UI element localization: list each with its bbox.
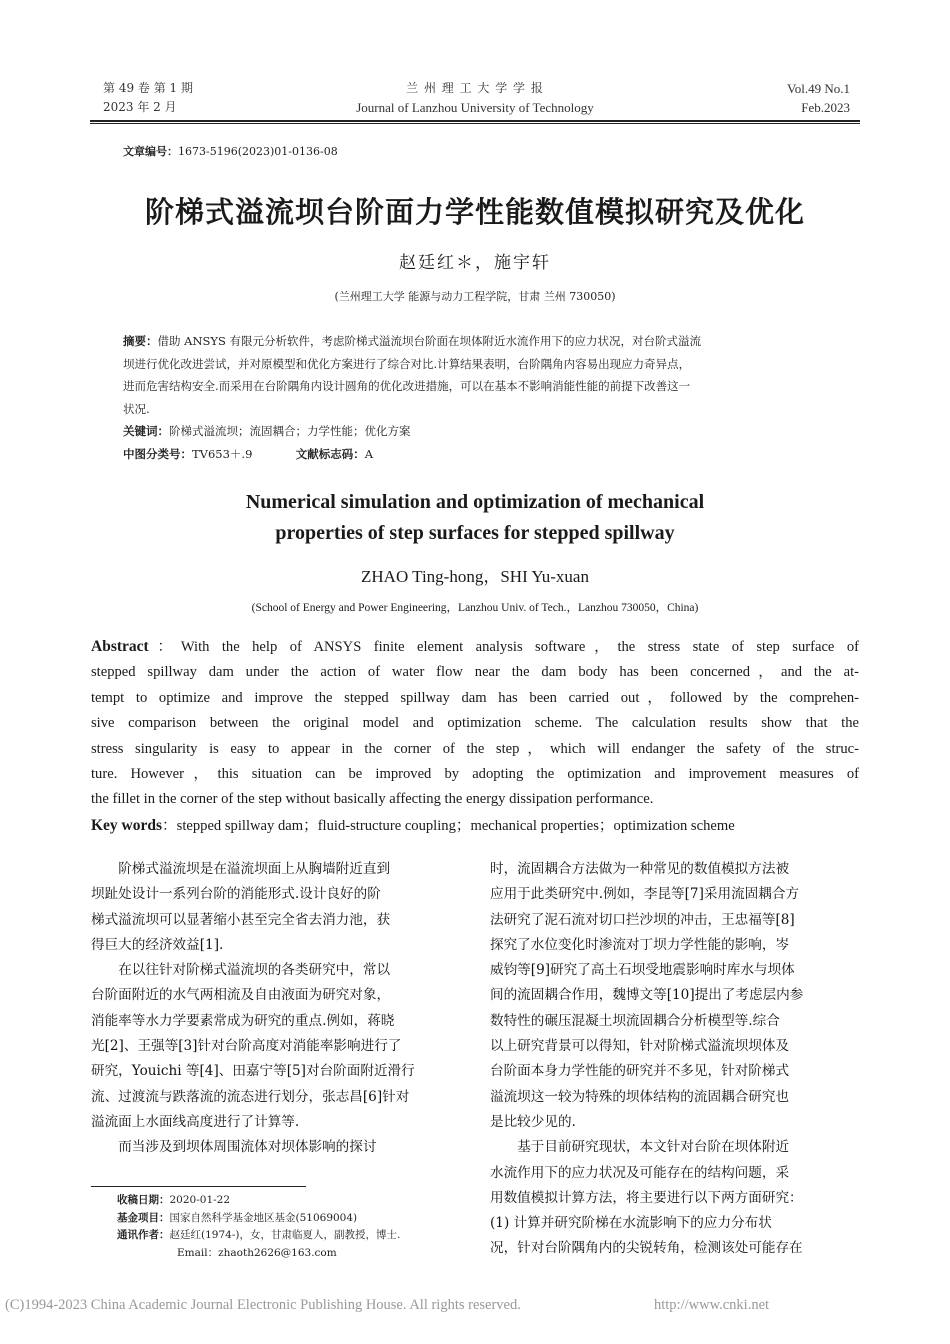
- abstract-en: Abstract：With the help of ANSYS finite element analysis software，the stress state of step surface of stepped spillway dam under the action of water flow near the dam body has been concerned，and the at- tempt to optimize and improve the stepped spillway dam has been carried out，followed by the comprehen- sive comparison between the original model and optimization scheme. The calculation results show that the stress singularity is easy to appear in the corner of the step，which will endanger the safety of the struc- ture. However，this situation can be improved by adopting the optimization and improvement measures of the fillet in the corner of the step without basically affecting the energy dissipation performance. Key words：stepped spillway dam；fluid-structure coupling；mechanical properties；optimization scheme: [91, 638, 859, 834]
- paragraph-line: 阶梯式溢流坝是在溢流坝面上从胸墙附近直到: [118, 861, 391, 877]
- classification: 中图分类号：TV653＋.9 文献标志码：A: [123, 446, 374, 461]
- authors-cn: 赵廷红＊，施宇轩: [399, 253, 551, 273]
- affiliation-en: (School of Energy and Power Engineering，Lanzhou Univ. of Tech.，Lanzhou 730050，China): [251, 602, 699, 614]
- abstract-en-label: Abstract: [91, 638, 149, 655]
- body-right-column: 时，流固耦合方法做为一种常见的数值模拟方法被 应用于此类研究中.例如，李昆等[7]采用流固耦合方 法研究了泥石流对切口拦沙坝的冲击，王忠福等[8] 探究了水位变化时渗流对丁坝力学性能的影响，岑 威钧等[9]研究了高土石坝受地震影响时库水与坝体 间的流固耦合作用，魏博文等[10]提出了考虑层内参 数特性的碾压混凝土坝流固耦合分析模型等.综合 以上研究背景可以得知，针对阶梯式溢流坝坝体及 台阶面本身力学性能的研究并不多见，针对阶梯式 溢流坝这一较为特殊的坝体结构的流固耦合研究也 是比较少见的. 基于目前研究现状，本文针对台阶在坝体附近 水流作用下的应力状况及可能存在的结构问题，采 用数值模拟计算方法，将主要进行以下两方面研究： (1) 计算并研究阶梯在水流影响下的应力分布状 况，针对台阶隅角内的尖锐转角，检测该处可能存在: [490, 861, 804, 1257]
- paper-title-en: Numerical simulation and optimization of mechanical properties of step surfaces for stepped spillway: [245, 491, 705, 544]
- header-journal: 兰 州 理 工 大 学 学 报 Journal of Lanzhou University of Technology: [356, 81, 594, 115]
- abstract-cn-label: 摘要：: [123, 334, 158, 348]
- author-email: Email：zhaoth2626@163.com: [177, 1246, 337, 1259]
- keywords-en: ：stepped spillway dam；fluid-structure coupling；mechanical properties；optimization scheme: [162, 817, 735, 834]
- copyright-footer: (C)1994-2023 China Academic Journal Electronic Publishing House. All rights reserved.: [5, 1297, 521, 1313]
- abstract-cn: 摘要：借助 ANSYS 有限元分析软件，考虑阶梯式溢流坝台阶面在坝体附近水流作用下的应力状况，对台阶式溢流 坝进行优化改进尝试，并对原模型和优化方案进行了综合对比.计算结果表明，台阶隅角内容易出现应力奇异点， 进而危害结构安全.而采用在台阶隅角内设计圆角的优化改进措施，可以在基本不影响消能性能的前提下改善这一 状况. 关键词：阶梯式溢流坝；流固耦合；力学性能；优化方案 中图分类号：TV653＋.9 文献标志码：A: [123, 330, 843, 465]
- keywords-en-label: Key words: [91, 816, 163, 834]
- cnki-link[interactable]: http://www.cnki.net: [654, 1297, 770, 1313]
- affiliation-cn: (兰州理工大学 能源与动力工程学院，甘肃 兰州 730050): [334, 290, 616, 303]
- footnote-rule: [91, 1186, 306, 1187]
- keywords-cn-label: 关键词：: [123, 424, 169, 438]
- footnotes: 收稿日期：2020-01-22 基金项目：国家自然科学基金地区基金(51069004) 通讯作者：赵廷红(1974-)，女，甘肃临夏人，副教授，博士. Email：zhaoth2626@163.com: [117, 1192, 457, 1262]
- header-rule: [90, 120, 860, 122]
- header-issue: 第 49 卷 第 1 期 2023 年 2 月: [103, 81, 193, 114]
- paper-title-cn: 阶梯式溢流坝台阶面力学性能数值模拟研究及优化: [144, 195, 805, 229]
- authors-en: ZHAO Ting-hong，SHI Yu-xuan: [361, 567, 589, 586]
- header-volume: Vol.49 No.1 Feb.2023: [787, 81, 850, 115]
- body-left-column: 阶梯式溢流坝是在溢流坝面上从胸墙附近直到 坝趾处设计一系列台阶的消能形式.设计良好的阶 梯式溢流坝可以显著缩小甚至完全省去消力池，获 得巨大的经济效益[1]. 在以往针对阶梯式溢流坝的各类研究中，常以 台阶面附近的水气两相流及自由液面为研究对象， 消能率等水力学要素常成为研究的重点.例如，蒋晓 光[2]、王强等[3]针对台阶高度对消能率影响进行了 研究，Youichi 等[4]、田嘉宁等[5]对台阶面附近滑行 流、过渡流与跌落流的流态进行划分，张志昌[6]针对 溢流面上水面线高度进行了计算等. 而当涉及到坝体周围流体对坝体影响的探讨: [91, 857, 463, 1161]
- article-number: 文章编号：1673-5196(2023)01-0136-08: [123, 145, 338, 158]
- keywords-cn: 阶梯式溢流坝；流固耦合；力学性能；优化方案: [169, 424, 411, 438]
- header-rule-thin: [90, 123, 860, 124]
